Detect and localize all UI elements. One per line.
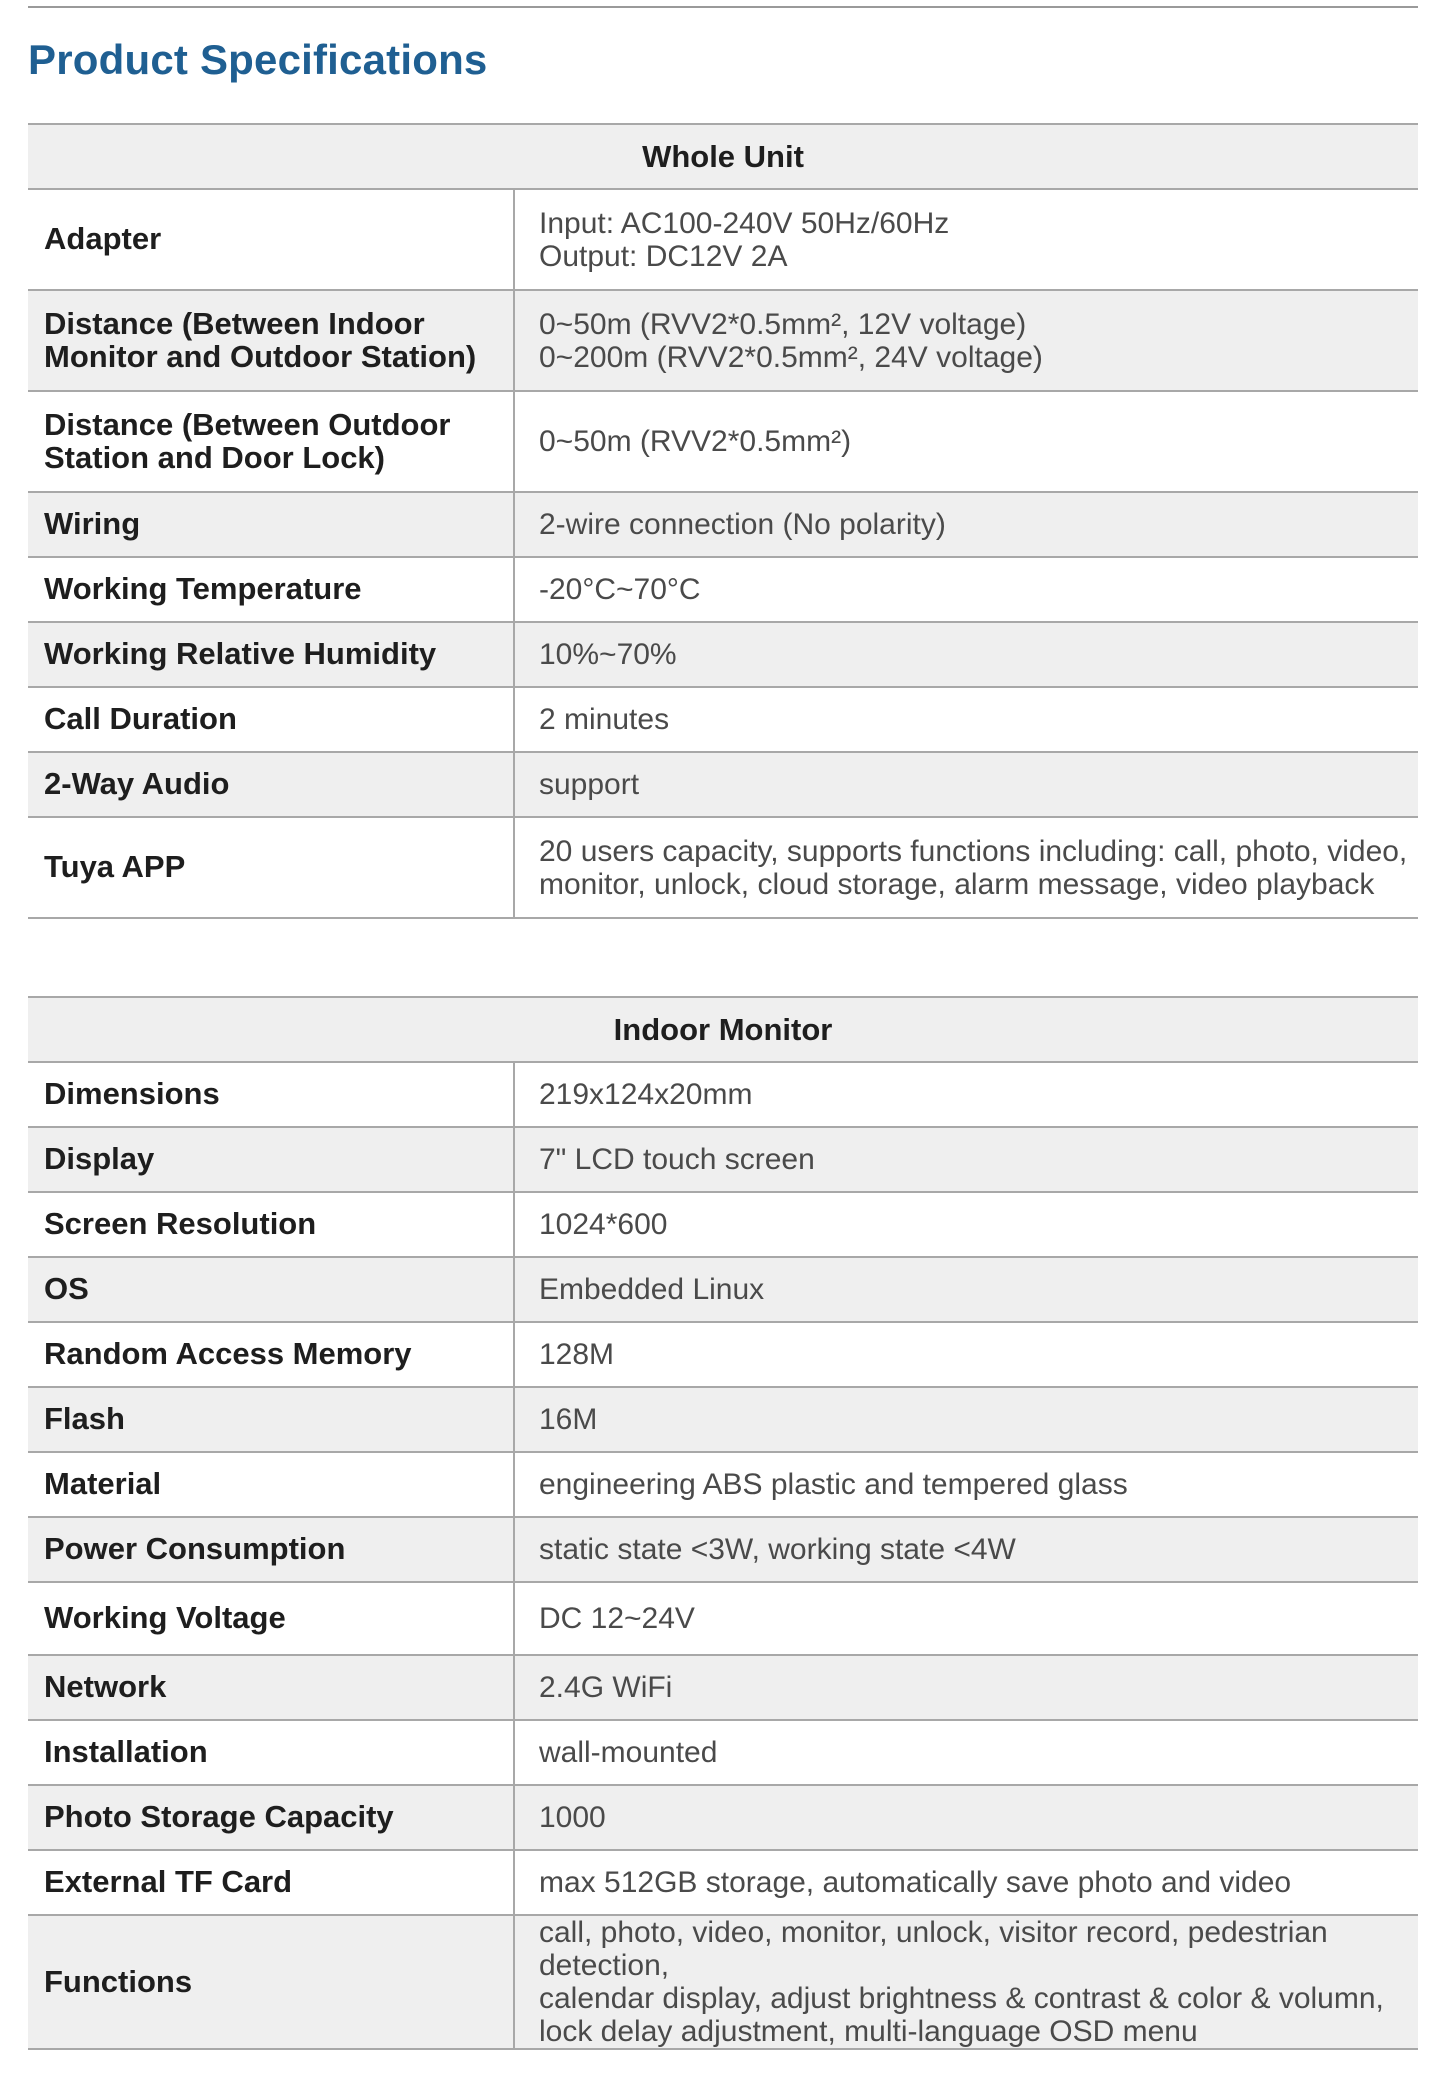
spec-label — [28, 752, 514, 817]
spec-value — [514, 1257, 1418, 1322]
spec-value-line: 2 minutes — [539, 703, 670, 736]
spec-label — [28, 1387, 514, 1452]
whole-unit-table — [28, 123, 1418, 919]
spec-value-line: support — [539, 768, 640, 801]
spec-label-line: Screen Resolution — [44, 1206, 317, 1242]
spec-value — [514, 1387, 1418, 1452]
spec-value-line: 128M — [539, 1338, 615, 1371]
page-title: Product Specifications — [28, 36, 488, 83]
table-row — [28, 1257, 1418, 1322]
spec-value — [514, 1720, 1418, 1785]
spec-label — [28, 290, 514, 391]
spec-value-line: 0~200m (RVV2*0.5mm², 24V voltage) — [539, 340, 1043, 374]
indoor-monitor-table — [28, 996, 1418, 2050]
table-row — [28, 557, 1418, 622]
spec-label-line: Working Temperature — [44, 571, 362, 607]
spec-label-line: Flash — [44, 1401, 125, 1437]
spec-label-line: Power Consumption — [44, 1531, 346, 1567]
table-row — [28, 1062, 1418, 1127]
table-row — [28, 1517, 1418, 1582]
spec-label-line: Monitor and Outdoor Station) — [44, 338, 477, 374]
spec-label-line: Adapter — [44, 221, 162, 257]
spec-value-line: static state <3W, working state <4W — [539, 1533, 1016, 1566]
spec-label-line: Random Access Memory — [44, 1336, 412, 1372]
spec-label — [28, 1655, 514, 1720]
top-divider — [28, 6, 1418, 8]
spec-label-line: Material — [44, 1466, 162, 1502]
spec-value — [514, 752, 1418, 817]
spec-value — [514, 189, 1418, 290]
spec-value-line: Embedded Linux — [539, 1273, 765, 1306]
spec-label-line: Dimensions — [44, 1076, 220, 1112]
spec-label-line: External TF Card — [44, 1864, 293, 1900]
spec-value — [514, 1915, 1418, 2049]
spec-value — [514, 1582, 1418, 1655]
spec-value-line: 2-wire connection (No polarity) — [539, 508, 946, 541]
spec-label — [28, 557, 514, 622]
spec-value — [514, 391, 1418, 492]
spec-value — [514, 557, 1418, 622]
spec-label — [28, 1127, 514, 1192]
spec-label — [28, 1257, 514, 1322]
spec-label-line: Display — [44, 1141, 155, 1177]
spec-label-line: Distance (Between Outdoor — [44, 406, 451, 442]
spec-value-line: 20 users capacity, supports functions including: call, photo, video, — [539, 834, 1408, 868]
table-row — [28, 1720, 1418, 1785]
spec-value-line: 0~50m (RVV2*0.5mm², 12V voltage) — [539, 307, 1027, 341]
table-row — [28, 1387, 1418, 1452]
spec-value-line: wall-mounted — [539, 1736, 718, 1769]
spec-label-line: Network — [44, 1669, 167, 1705]
table-row — [28, 1655, 1418, 1720]
spec-label-line: Functions — [44, 1963, 193, 1999]
whole-unit-heading: Whole Unit — [28, 124, 1418, 189]
spec-label — [28, 1062, 514, 1127]
spec-label — [28, 1452, 514, 1517]
table-row — [28, 1322, 1418, 1387]
spec-label-line: 2-Way Audio — [44, 766, 230, 802]
spec-label — [28, 492, 514, 557]
table-row — [28, 492, 1418, 557]
spec-value-line: 219x124x20mm — [539, 1078, 753, 1111]
spec-label — [28, 622, 514, 687]
spec-label-line: Station and Door Lock) — [44, 439, 385, 475]
spec-label — [28, 1720, 514, 1785]
spec-value-line: Output: DC12V 2A — [539, 239, 788, 273]
table-row — [28, 1127, 1418, 1192]
spec-value-line: 2.4G WiFi — [539, 1671, 673, 1704]
spec-value — [514, 1062, 1418, 1127]
table-row — [28, 1915, 1418, 2049]
spec-value-line: 7" LCD touch screen — [539, 1143, 815, 1176]
table-row — [28, 622, 1418, 687]
spec-label — [28, 391, 514, 492]
table-row — [28, 1785, 1418, 1850]
spec-label-line: Call Duration — [44, 701, 237, 737]
table-row — [28, 1850, 1418, 1915]
table-row — [28, 1192, 1418, 1257]
table-row — [28, 687, 1418, 752]
spec-value — [514, 1517, 1418, 1582]
indoor-monitor-heading: Indoor Monitor — [28, 997, 1418, 1062]
spec-label — [28, 687, 514, 752]
spec-value — [514, 1785, 1418, 1850]
spec-value-line: 1000 — [539, 1801, 606, 1834]
table-row — [28, 189, 1418, 290]
spec-value-line: DC 12~24V — [539, 1602, 695, 1635]
table-row — [28, 1452, 1418, 1517]
spec-value — [514, 687, 1418, 752]
spec-label-line: Installation — [44, 1734, 208, 1770]
table-row — [28, 391, 1418, 492]
spec-label-line: Wiring — [44, 506, 141, 542]
spec-label — [28, 1517, 514, 1582]
spec-label-line: OS — [44, 1271, 89, 1307]
table-row — [28, 1582, 1418, 1655]
spec-value — [514, 1192, 1418, 1257]
spec-label — [28, 817, 514, 918]
spec-value-line: engineering ABS plastic and tempered glass — [539, 1468, 1128, 1501]
spec-label — [28, 1850, 514, 1915]
spec-value — [514, 622, 1418, 687]
spec-value-line: monitor, unlock, cloud storage, alarm message, video playback — [539, 867, 1375, 901]
spec-label-line: Tuya APP — [44, 849, 186, 885]
spec-value — [514, 1655, 1418, 1720]
spec-label — [28, 1785, 514, 1850]
spec-value-line: calendar display, adjust brightness & contrast & color & volumn, — [539, 1982, 1384, 2015]
spec-value — [514, 1127, 1418, 1192]
spec-value-line: lock delay adjustment, multi-language OSD menu — [539, 2015, 1198, 2048]
spec-label-line: Working Voltage — [44, 1600, 286, 1636]
table-row — [28, 290, 1418, 391]
table-row — [28, 817, 1418, 918]
spec-label — [28, 1915, 514, 2049]
spec-value-line: Input: AC100-240V 50Hz/60Hz — [539, 206, 950, 240]
spec-value-line: max 512GB storage, automatically save photo and video — [539, 1866, 1292, 1899]
spec-value — [514, 817, 1418, 918]
spec-value-line: call, photo, video, monitor, unlock, visitor record, pedestrian detection, — [539, 1916, 1328, 1982]
table-row — [28, 752, 1418, 817]
spec-value — [514, 1452, 1418, 1517]
spec-value — [514, 492, 1418, 557]
spec-label — [28, 189, 514, 290]
spec-label-line: Photo Storage Capacity — [44, 1799, 394, 1835]
spec-value-line: 10%~70% — [539, 638, 677, 671]
spec-value — [514, 1322, 1418, 1387]
spec-label — [28, 1322, 514, 1387]
spec-value — [514, 1850, 1418, 1915]
spec-value-line: 1024*600 — [539, 1208, 668, 1241]
spec-value-line: 16M — [539, 1403, 598, 1436]
spec-label — [28, 1582, 514, 1655]
spec-label — [28, 1192, 514, 1257]
spec-label-line: Distance (Between Indoor — [44, 305, 425, 341]
spec-value-line: -20°C~70°C — [539, 573, 701, 606]
spec-label-line: Working Relative Humidity — [44, 636, 437, 672]
spec-value-line: 0~50m (RVV2*0.5mm²) — [539, 425, 852, 458]
spec-value — [514, 290, 1418, 391]
